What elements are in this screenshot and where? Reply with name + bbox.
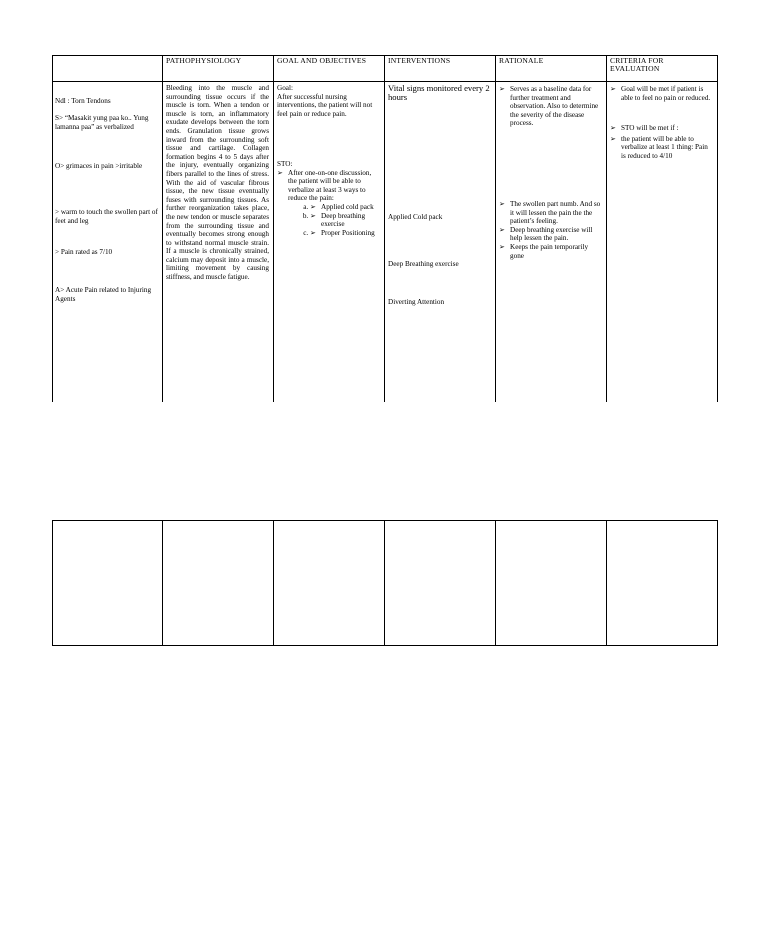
rationale-item: ➢ Serves as a baseline data for further treatment and observation. Also to determine the severity of the disease process. bbox=[499, 85, 603, 128]
criteria-item: ➢ Goal will be met if patient is able to feel no pain or reduced. bbox=[610, 85, 714, 102]
sto-item-text: After one-on-one discussion, the patient will be able to verbalize at least 3 ways to reduce the pain: bbox=[288, 168, 372, 203]
sto-sub-item: ➢ b. Deep breathing exercise bbox=[310, 212, 381, 229]
intervention-cold: Applied Cold pack bbox=[388, 213, 443, 221]
sto-sub-item: ➢ c. Proper Positioning bbox=[310, 229, 381, 238]
intervention-vital: Vital signs monitored every 2 hours bbox=[388, 83, 490, 103]
goal-text: After successful nursing interventions, the patient will not feel pain or reduce pain. bbox=[277, 92, 373, 118]
col-divider bbox=[495, 55, 496, 402]
criteria-sto-list bbox=[610, 124, 714, 160]
header-divider bbox=[52, 81, 718, 82]
assessment-subjective: S> “Masakit yung paa ko.. Yung lamanna paa” as verbalized bbox=[55, 114, 149, 131]
col-divider bbox=[384, 520, 385, 646]
header-goal: GOAL AND OBJECTIVES bbox=[277, 56, 367, 65]
col-divider bbox=[273, 55, 274, 402]
sto-sub-item: ➢ a. Applied cold pack bbox=[310, 203, 381, 212]
criteria-goal-list bbox=[610, 85, 714, 102]
pathophysiology-text: Bleeding into the muscle and surrounding tissue occurs if the muscle is torn. When a tendon or muscle is torn, an inflammatory exudate develops between the torn ends. Granulation tissue grows inward from the surrounding soft tissue and cartilage. Collagen formation begins 4 to 5 days after the injury, eventually organizing fibers parallel to the lines of stress. With the aid of vascular fibrous tissue, the new tissue eventually fuses with surrounding tissues. As further reorganization takes place, the new tendon or muscle separates from the surrounding tissue and eventually becomes strong enough to withstand normal muscle strain. If a muscle is chronically strained, calcium may deposit into a muscle, limiting movement by causing stiffness, and muscle fatigue. bbox=[166, 84, 269, 282]
col-divider bbox=[273, 520, 274, 646]
care-plan-table bbox=[52, 55, 718, 402]
header-interventions: INTERVENTIONS bbox=[388, 56, 451, 65]
goal-block bbox=[277, 84, 381, 118]
col-divider bbox=[606, 520, 607, 646]
col-divider bbox=[495, 520, 496, 646]
sto-item bbox=[277, 169, 381, 238]
criteria-item: ➢ STO will be met if : bbox=[610, 124, 714, 133]
col-divider bbox=[717, 55, 718, 402]
sto-list bbox=[277, 169, 381, 238]
assessment-objective: O> grimaces in pain >irritable bbox=[55, 162, 143, 170]
assessment-ndx: Ndl : Torn Tendons bbox=[55, 97, 111, 105]
assessment-analysis: A> Acute Pain related to Injuring Agents bbox=[55, 286, 152, 303]
goal-label: Goal: bbox=[277, 84, 293, 92]
table-top-border bbox=[52, 520, 718, 521]
rationale-list bbox=[499, 200, 603, 260]
table-bottom-border bbox=[52, 645, 718, 646]
header-criteria: CRITERIA FOR EVALUATION bbox=[610, 56, 664, 73]
intervention-breathing: Deep Breathing exercise bbox=[388, 260, 459, 268]
sto-block bbox=[277, 160, 381, 237]
sto-sublist bbox=[288, 203, 381, 237]
col-divider bbox=[52, 55, 53, 402]
header-pathophysiology: PATHOPHYSIOLOGY bbox=[166, 56, 242, 65]
col-divider bbox=[606, 55, 607, 402]
rationale-first-list bbox=[499, 85, 603, 128]
rationale-item: ➢ Keeps the pain temporarily gone bbox=[499, 243, 603, 260]
assessment-pain: > Pain rated as 7/10 bbox=[55, 248, 113, 256]
intervention-diverting: Diverting Attention bbox=[388, 298, 445, 306]
col-divider bbox=[52, 520, 53, 646]
header-rationale: RATIONALE bbox=[499, 56, 544, 65]
criteria-item: ➢ the patient will be able to verbalize at least 1 thing: Pain is reduced to 4/10 bbox=[610, 135, 714, 161]
continuation-table bbox=[52, 520, 718, 646]
col-divider bbox=[384, 55, 385, 402]
sto-label: STO: bbox=[277, 160, 293, 168]
col-divider bbox=[717, 520, 718, 646]
rationale-item: ➢ Deep breathing exercise will help lessen the pain. bbox=[499, 226, 603, 243]
col-divider bbox=[162, 520, 163, 646]
assessment-warm: > warm to touch the swollen part of feet and leg bbox=[55, 208, 158, 225]
col-divider bbox=[162, 55, 163, 402]
rationale-item: ➢ The swollen part numb. And so it will lessen the pain the the patient’s feeling. bbox=[499, 200, 603, 226]
